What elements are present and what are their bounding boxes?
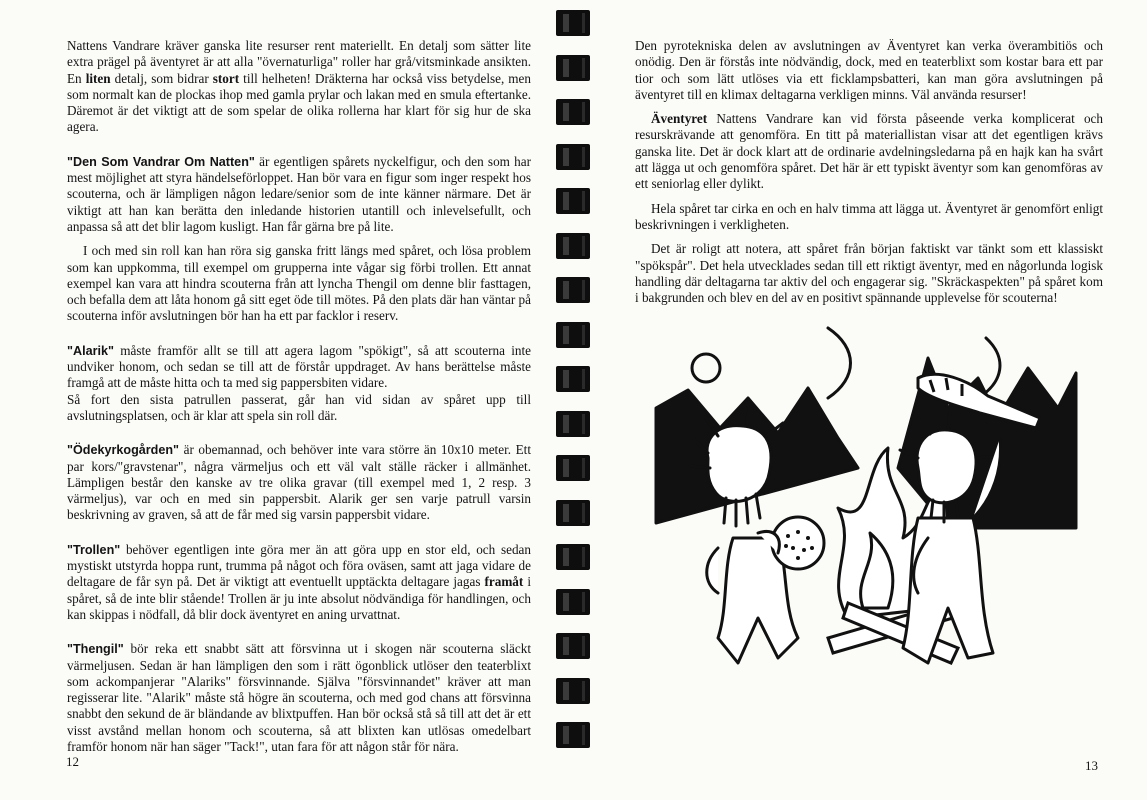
paragraph xyxy=(67,542,531,623)
binding-ring xyxy=(556,144,590,170)
binding-ring xyxy=(556,678,590,704)
body-text: är egentligen spårets nyckelfigur, och den som har mest möjlighet att styra händelseförloppet. Han bör vara en figur som inger respekt hos scouterna, och är lämpligen någon ledare/senior som de inte känner närmare. Det är viktigt att han kan berätta den inledande historien utantill och inlevelsefullt, och anpassa så att det blir lagom kusligt. Han får gärna bre på lite. xyxy=(67,153,531,234)
body-text: är obemannad, och behöver inte vara större än 10x10 meter. Ett par kors/"gravstenar", några värmeljus och ett väl valt ställe räcker i allmänhet. Lämpligen består den kanske av tre olika gravar (till exempel med 1, 2 resp. 3 värmeljus), var och en med sin pappersbit. Alarik ger sen varje patrull varsin beskrivning av graven, så att de får med sig varsin pappersbit vidare. xyxy=(67,442,531,523)
body-text: Nattens Vandrare kräver ganska lite resurser rent materiellt. En detalj som sätter lite extra prägel på äventyret är att alla "övernaturliga" roller har grå/vitsminkade ansikten. En xyxy=(67,38,531,86)
role-heading: "Ödekyrkogården" xyxy=(67,443,180,458)
binding-ring xyxy=(556,589,590,615)
spiral-binding xyxy=(556,0,590,800)
role-heading: "Alarik" xyxy=(67,343,114,358)
role-heading: "Den Som Vandrar Om Natten" xyxy=(67,154,255,169)
right-page-text xyxy=(635,38,1103,306)
paragraph xyxy=(635,241,1103,306)
body-text: behöver egentligen inte göra mer än att göra upp en stor eld, och sedan mystiskt utstyrda hoppa runt, trumma på något och föra oväsen, samt att jaga vidare de deltagare de får syn på. Det är viktigt att eventuellt upptäckta deltagare jagas xyxy=(67,541,531,590)
body-text: bör reka ett snabbt sätt att försvinna ut i skogen när scouterna släckt värmeljusen. Sedan är han lämpligen den som i rätt ögonblick utlöser den teaterblixt som ackompanjerar "Alariks" försvinnande. Själva "försvinnandet" kräver att man regisserar lite. "Alarik" måste stå högre än scouterna, och med god chans att försvinna snabbt den sekund de är bländande av blixtpuffen. Han bör också stå så till att det är ett visst avstånd mellan honom och scouterna, så att blixten kan utlösas omedelbart framför honom när han säger "Tack!", utan fara för att någon står för nära. xyxy=(67,641,531,754)
body-text: Den pyrotekniska delen av avslutningen av Äventyret kan verka överambitiös och onödig. Den är förstås inte nödvändig, dock, med en teaterblixt som kostar bara ett par tior och som lätt utlöses via ett ficklampsbatteri, kan man göra avslutningen på äventyret till en klimax deltagarna verkligen minns. Väl använda resurser! xyxy=(635,38,1103,102)
binding-ring xyxy=(556,188,590,214)
body-text: I och med sin roll kan han röra sig ganska fritt längs med spåret, och lösa problem som kan uppkomma, till exempel om grupperna inte vågar sig förbi trollen. Ett annat exempel kan vara att hindra scouterna från att lyncha Thengil om denne blir fasttagen, och befalla dem att låta honom gå sitt eget öde till mötes. På den plats där han väntar på scouterna inför avslutningen bör han ha ett par facklor i reserv. xyxy=(67,243,531,324)
paragraph xyxy=(635,38,1103,103)
paragraph xyxy=(67,154,531,235)
binding-ring xyxy=(556,277,590,303)
emphasis-text: Äventyret xyxy=(651,111,708,127)
role-heading: "Trollen" xyxy=(67,542,121,557)
body-text: Det är roligt att notera, att spåret från början faktiskt var tänkt som ett klassiskt "spökspår". Det hela utvecklades sedan till ett riktigt äventyr, med en någorlunda logisk handling där deltagarna tar aktiv del och engagerar sig. "Skräckaspekten" på spåret kom i bakgrunden och blev en del av en positivt spännande upplevelse för scouterna! xyxy=(635,241,1103,306)
body-text: måste framför allt se till att agera lagom "spökigt", så att scouterna inte undviker honom, och sedan se till att de förstår uppdraget. Av hans berättelse måste framgå att de måste hitta och ta med sig pappersbiten vidare. xyxy=(67,342,531,391)
binding-ring xyxy=(556,722,590,748)
binding-ring xyxy=(556,99,590,125)
body-text: i spåret, så de inte blir stående! Trollen är ju inte absolut nödvändiga för handlingen, och kan skippas i nödfall, då blir dock äventyret en aning urvattnat. xyxy=(67,574,531,622)
binding-ring xyxy=(556,633,590,659)
body-text: detalj, som bidrar xyxy=(110,70,213,86)
paragraph xyxy=(635,201,1103,234)
emphasis-text: liten xyxy=(85,70,111,86)
paragraph xyxy=(67,392,531,425)
paragraph xyxy=(67,38,531,136)
binding-ring xyxy=(556,233,590,259)
paragraph xyxy=(67,343,531,392)
paragraph xyxy=(635,111,1103,192)
body-text: till helheten! Dräkterna har också viss betydelse, men som normalt kan de plockas ihop med gamla prylar och lakan med en smula eftertanke. Däremot är det viktigt att de som spelar de olika rollerna har klart för sig hur de ska agera. xyxy=(67,70,531,135)
body-text: Nattens Vandrare kan vid första påseende verka komplicerat och resurskrävande att genomföra. En titt på materiallistan visar att det egentligen krävs ganska lite. Det är dock klart att de ordinarie avdelningsledarna på en hajk kan ha svårt att lägga ut och genomföra spåret. Det här är ett typiskt äventyr som kan genomföras av ett seniorlag eller dylikt. xyxy=(635,111,1103,192)
binding-ring xyxy=(556,544,590,570)
paragraph xyxy=(67,243,531,324)
binding-ring xyxy=(556,411,590,437)
emphasis-text: stort xyxy=(212,70,240,86)
trolls-fire-illustration xyxy=(648,318,1080,680)
paragraph xyxy=(67,641,531,755)
binding-ring xyxy=(556,366,590,392)
moon-icon xyxy=(692,354,720,382)
paragraph xyxy=(67,442,531,523)
page-number-right: 13 xyxy=(1085,758,1098,773)
left-page-text xyxy=(67,38,531,755)
page-number-left: 12 xyxy=(66,754,79,769)
binding-ring xyxy=(556,55,590,81)
binding-ring xyxy=(556,322,590,348)
binding-ring xyxy=(556,500,590,526)
body-text: Så fort den sista patrullen passerat, går han vid sidan av spåret upp till avslutningsplatsen, och är klar att spela sin roll där. xyxy=(67,391,531,423)
role-heading: "Thengil" xyxy=(67,642,124,657)
emphasis-text: framåt xyxy=(484,574,524,590)
binding-ring xyxy=(556,455,590,481)
body-text: Hela spåret tar cirka en och en halv timma att lägga ut. Äventyret är genomfört enligt beskrivningen i verkligheten. xyxy=(635,200,1103,232)
binding-ring xyxy=(556,10,590,36)
left-page xyxy=(0,0,545,800)
